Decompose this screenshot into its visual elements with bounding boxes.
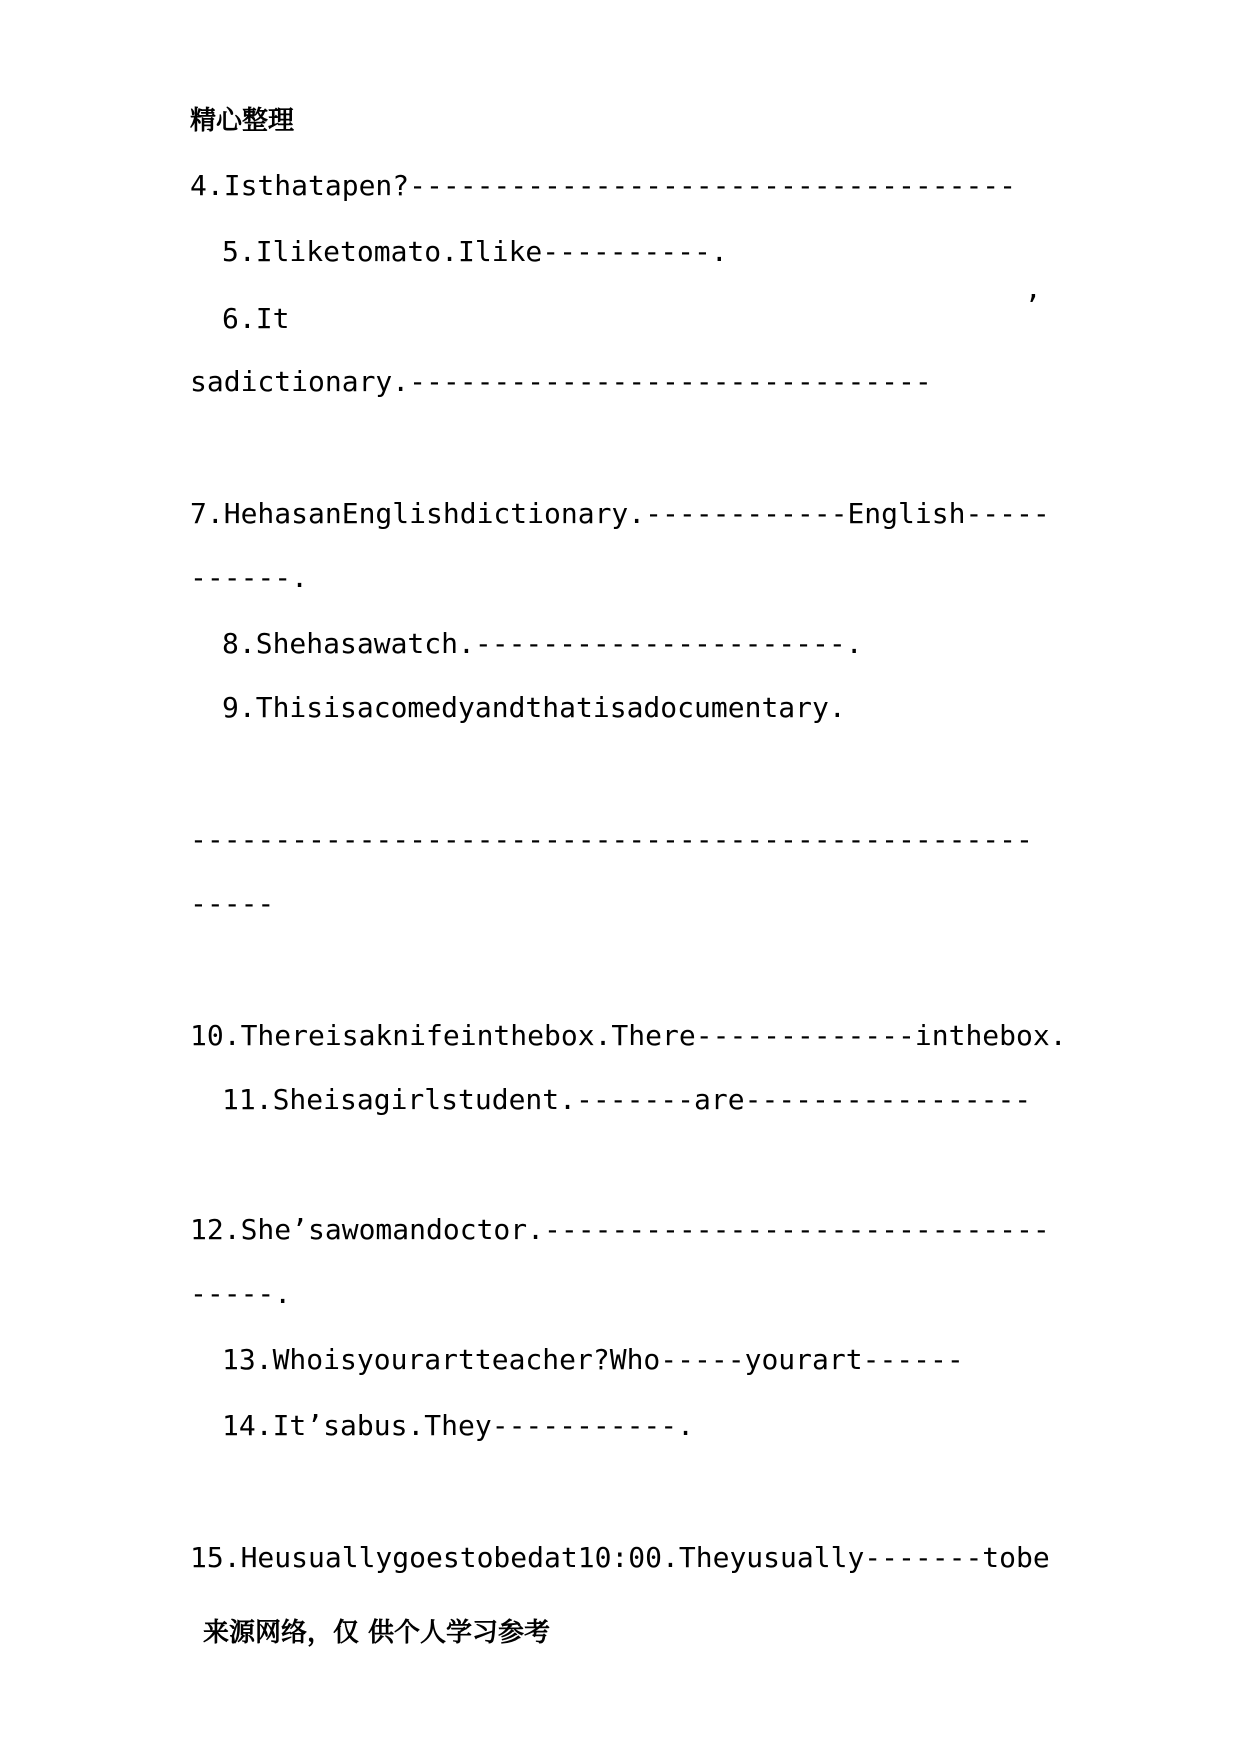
page-header: 精心整理 (190, 106, 295, 136)
exercise-line-5: 5.Iliketomato.Ilike----------. (222, 235, 728, 268)
exercise-line-4: 4.Isthatapen?------------------------------------ (190, 169, 1017, 202)
exercise-line-9-answer: -------------------------------------------------- (190, 823, 1033, 856)
exercise-line-7: 7.HehasanEnglishdictionary.------------English----- (190, 497, 1050, 530)
exercise-line-12: 12.She’sawomandoctor.------------------------------ (190, 1213, 1050, 1246)
exercise-line-15: 15.Heusuallygoestobedat10:00.Theyusually-------tobe (190, 1541, 1050, 1574)
exercise-line-6-apostrophe: ’ (1024, 289, 1041, 322)
exercise-line-10: 10.Thereisaknifeinthebox.There-------------inthebox. (190, 1019, 1067, 1052)
exercise-line-9: 9.Thisisacomedyandthatisadocumentary. (222, 691, 846, 724)
exercise-line-14: 14.It’sabus.They-----------. (222, 1409, 695, 1442)
exercise-line-6: 6.It (222, 302, 290, 335)
page-footer: 来源网络，仅 供个人学习参考 (203, 1618, 551, 1648)
exercise-line-7-continued: ------. (190, 561, 309, 594)
exercise-line-9-answer-continued: ----- (190, 887, 275, 920)
exercise-line-8: 8.Shehasawatch.----------------------. (222, 627, 863, 660)
exercise-line-11: 11.Sheisagirlstudent.-------are----------------- (222, 1083, 1032, 1116)
exercise-line-6-continued: sadictionary.------------------------------- (190, 365, 932, 398)
exercise-line-13: 13.Whoisyourartteacher?Who-----yourart------ (222, 1343, 964, 1376)
exercise-line-12-continued: -----. (190, 1277, 292, 1310)
